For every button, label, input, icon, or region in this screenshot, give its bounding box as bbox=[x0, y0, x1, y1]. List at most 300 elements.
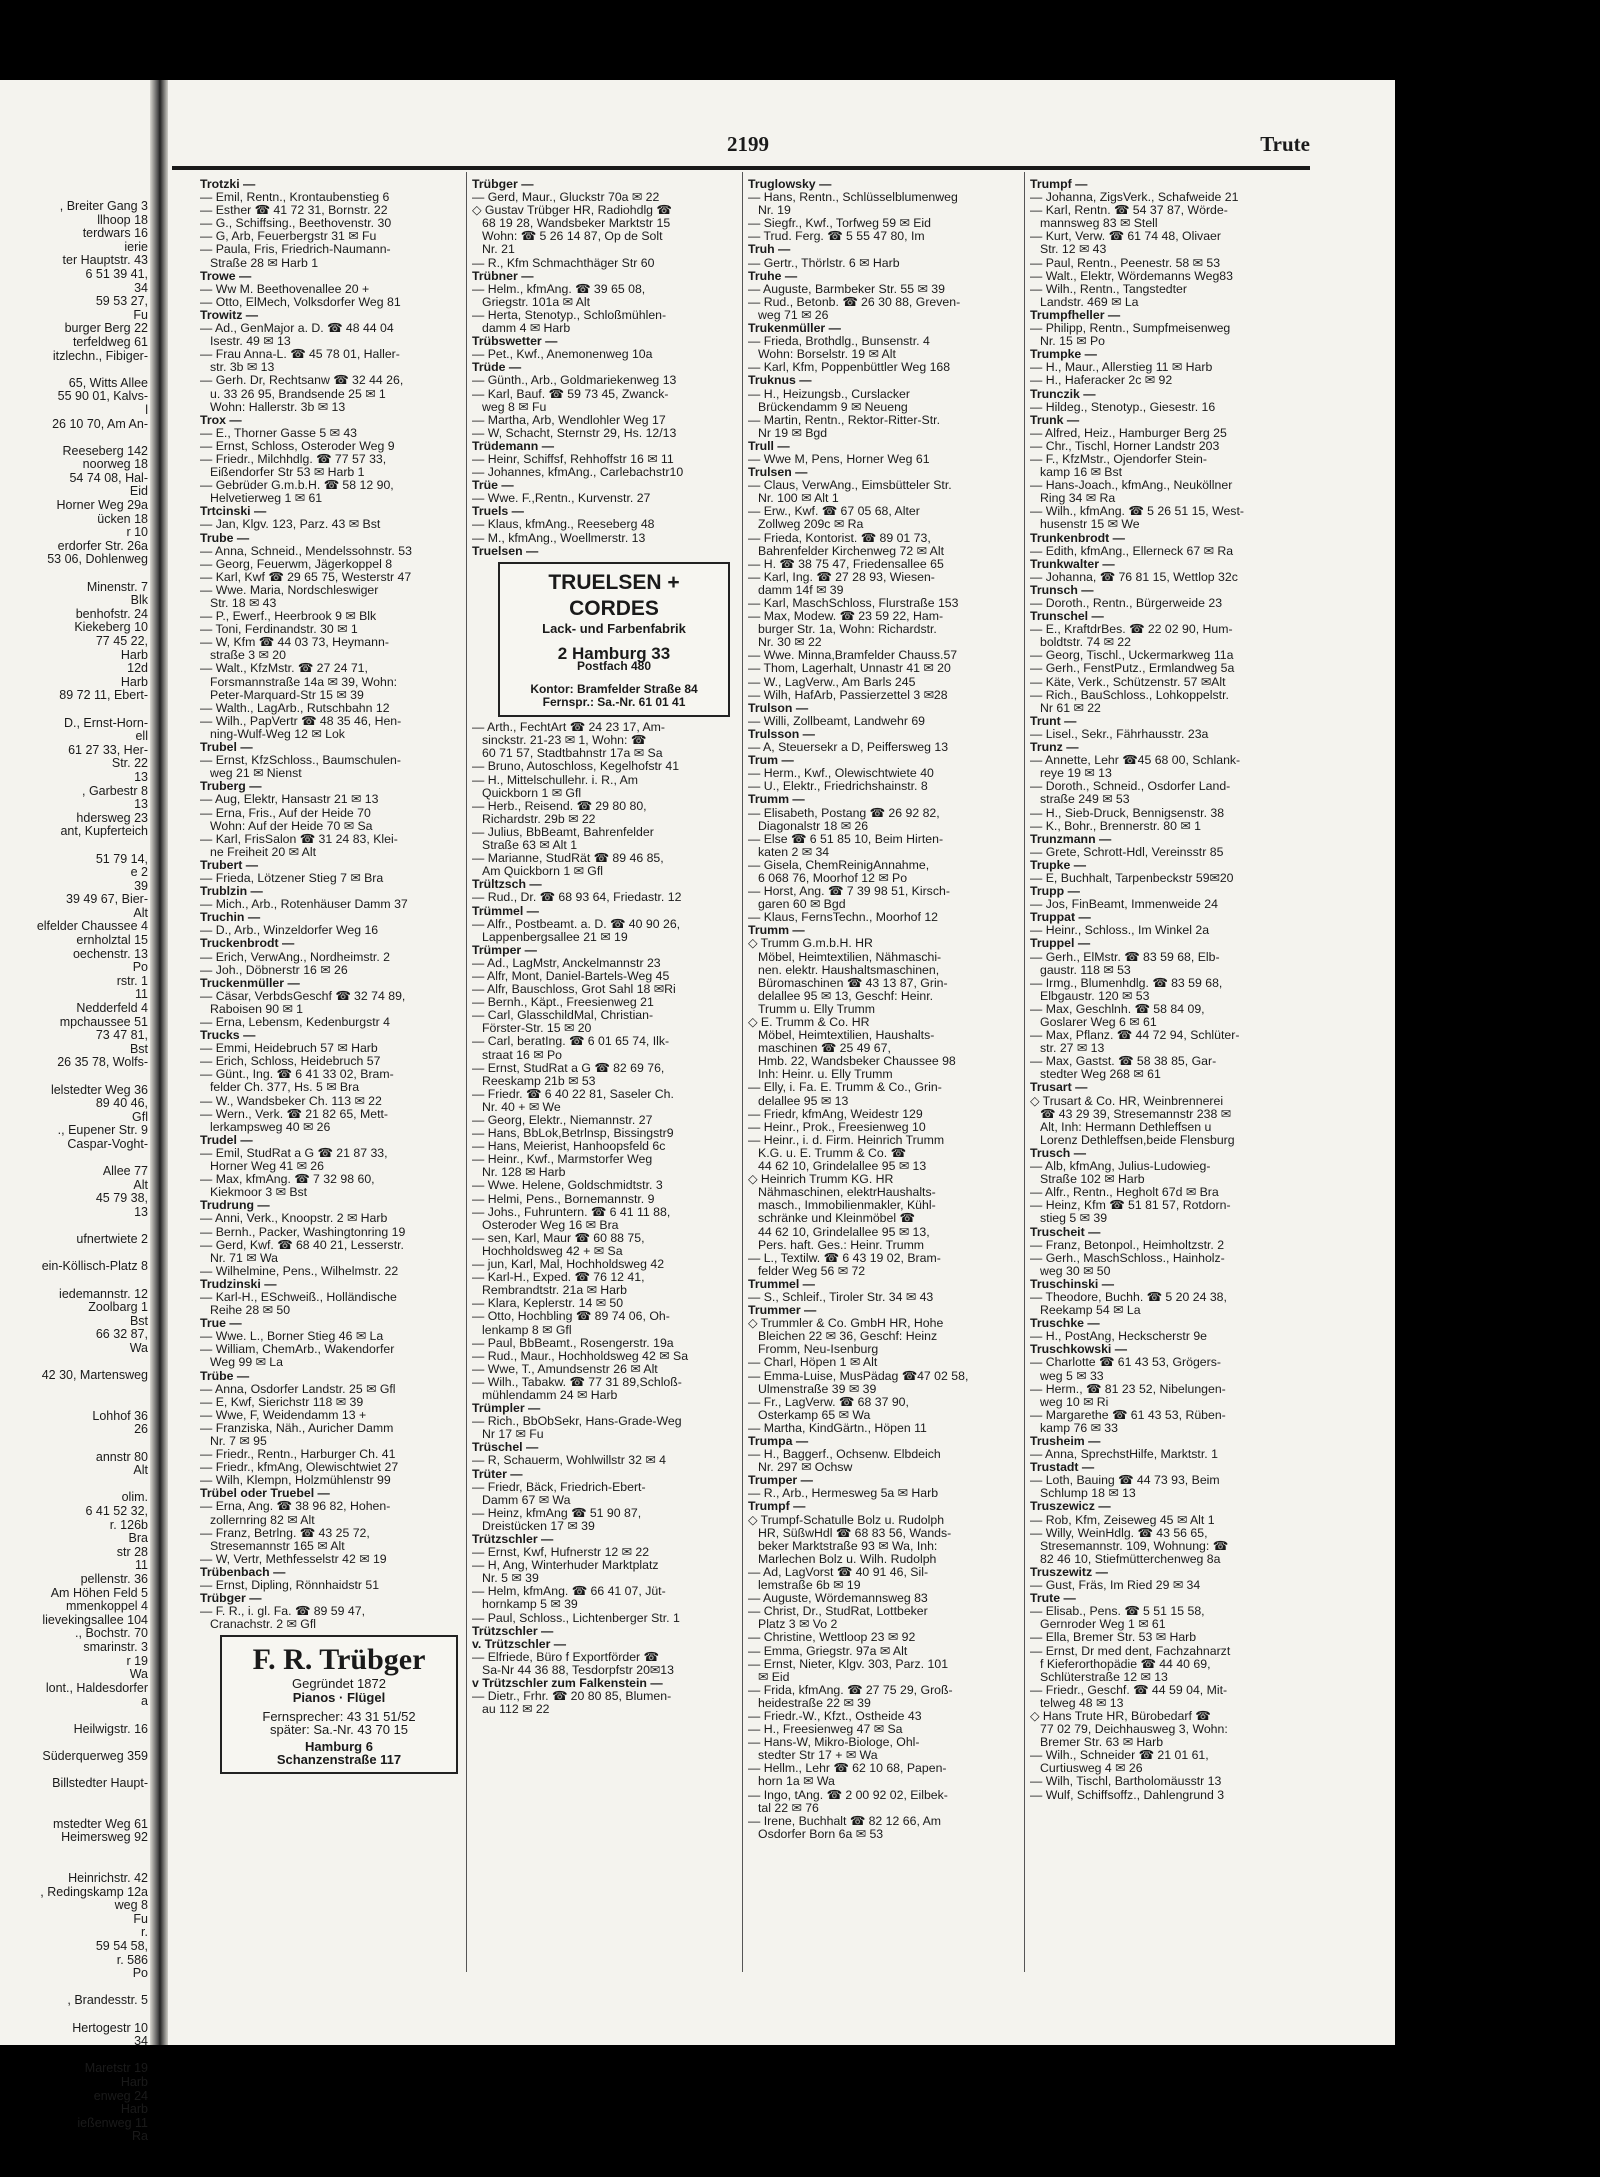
directory-entry: — Karl, Kfm, Poppenbüttler Weg 168 bbox=[748, 360, 951, 375]
directory-entry: — Grete, Schrott-Hdl, Vereinsstr 85 bbox=[1030, 844, 1224, 859]
directory-entry: — E, Kwf, Sierichstr 118 ✉ 39 bbox=[200, 1394, 364, 1409]
directory-entry: ☎ 43 29 39, Stresemannstr 238 ✉ bbox=[1040, 1106, 1232, 1121]
directory-entry: — Christ, Dr., StudRat, Lottbeker bbox=[748, 1604, 928, 1619]
fragment-line: 65, Witts Allee bbox=[68, 375, 148, 390]
directory-entry: — Elfriede, Büro f Exportförder ☎ bbox=[472, 1649, 659, 1664]
directory-entry: — R, Schauerm, Wohlwillstr 32 ✉ 4 bbox=[472, 1453, 666, 1468]
fragment-line: annstr 80 bbox=[95, 1449, 148, 1464]
directory-entry: — Friedr.-W., Kfzt., Ostheide 43 bbox=[748, 1708, 922, 1723]
fragment-line: Bst bbox=[129, 1313, 148, 1328]
surname-heading: v Trützschler zum Falkenstein — bbox=[472, 1676, 663, 1691]
surname-heading: Truhe — bbox=[748, 268, 798, 283]
directory-entry: — Klara, Keplerstr. 14 ✉ 50 bbox=[472, 1296, 624, 1311]
fragment-line: a bbox=[141, 1694, 148, 1709]
directory-entry: Diagonalstr 18 ✉ 26 bbox=[758, 818, 869, 833]
directory-entry: — E, Buchhalt, Tarpenbeckstr 59✉20 bbox=[1030, 870, 1234, 885]
directory-entry: — Hans-W, Mikro-Biologe, Ohl- bbox=[748, 1735, 920, 1750]
fragment-line: elfelder Chaussee 4 bbox=[36, 919, 148, 934]
directory-entry: — Anni, Verk., Knoopstr. 2 ✉ Harb bbox=[200, 1211, 388, 1226]
directory-entry: Lappenbergsallee 21 ✉ 19 bbox=[482, 929, 628, 944]
fragment-line: ter Hauptstr. 43 bbox=[62, 253, 148, 268]
directory-entry: lerkampsweg 40 ✉ 26 bbox=[210, 1119, 331, 1134]
surname-heading: Trümmel — bbox=[472, 903, 539, 918]
directory-entry: 60 71 57, Stadtbahnstr 17a ✉ Sa bbox=[482, 746, 663, 761]
fragment-line: olim. bbox=[121, 1490, 148, 1505]
directory-entry: — Friedr., Rentn., Harburger Ch. 41 bbox=[200, 1447, 396, 1462]
directory-entry: Curtiusweg 4 ✉ 26 bbox=[1040, 1761, 1143, 1776]
directory-entry: — Wulf, Schiffsoffz., Dahlengrund 3 bbox=[1030, 1787, 1225, 1802]
directory-entry: — Fr., LagVerw. ☎ 68 37 90, bbox=[748, 1394, 909, 1409]
directory-entry: Schlump 18 ✉ 13 bbox=[1040, 1486, 1136, 1501]
directory-entry: — Paul, Schloss., Lichtenberger Str. 1 bbox=[472, 1610, 680, 1625]
directory-entry: — Erna, Ang. ☎ 38 96 82, Hohen- bbox=[200, 1499, 391, 1514]
directory-entry: — Doroth., Schneid., Osdorfer Land- bbox=[1030, 779, 1231, 794]
directory-entry: Osteroder Weg 16 ✉ Bra bbox=[482, 1217, 619, 1232]
directory-entry: — Hans, Rentn., Schlüsselblumenweg bbox=[748, 190, 958, 205]
directory-entry: weg 10 ✉ Ri bbox=[1040, 1394, 1109, 1409]
ad-line: Fernspr.: Sa.-Nr. 61 01 41 bbox=[542, 695, 686, 710]
surname-heading: Trute — bbox=[1030, 1591, 1076, 1606]
directory-entry: — Emmi, Heidebruch 57 ✉ Harb bbox=[200, 1041, 378, 1056]
directory-entry: — H. ☎ 38 75 47, Friedensallee 65 bbox=[748, 556, 944, 571]
directory-entry: — Joh., Döbnerstr 16 ✉ 26 bbox=[200, 962, 348, 977]
surname-heading: Truckenmüller — bbox=[200, 975, 300, 990]
directory-entry: Pers. haft. Ges.: Heinr. Trumm bbox=[758, 1237, 925, 1252]
fragment-line: 54 74 08, Hal- bbox=[69, 470, 148, 485]
directory-entry: kamp 16 ✉ Bst bbox=[1040, 465, 1123, 480]
column-3 bbox=[748, 178, 1006, 1841]
directory-entry: Horner Weg 41 ✉ 26 bbox=[210, 1159, 324, 1174]
directory-entry: delallee 95 ✉ 13 bbox=[758, 1093, 849, 1108]
directory-entry: — Ernst, Dr med dent, Fachzahnarzt bbox=[1030, 1643, 1231, 1658]
surname-heading: Truschkowski — bbox=[1030, 1342, 1128, 1357]
fragment-line: r. 126b bbox=[109, 1517, 148, 1532]
directory-entry: ◇ Hans Trute HR, Bürobedarf ☎ bbox=[1030, 1708, 1211, 1723]
directory-entry: — Frau Anna-L. ☎ 45 78 01, Haller- bbox=[200, 347, 400, 362]
fragment-line: Am Höhen Feld 5 bbox=[50, 1585, 148, 1600]
directory-entry: — Wwe. Maria, Nordschleswiger bbox=[200, 582, 379, 597]
fragment-line: burger Berg 22 bbox=[64, 321, 148, 336]
fragment-line bbox=[0, 1736, 148, 1750]
directory-entry: Lorenz Dethleffsen,beide Flensburg bbox=[1040, 1132, 1235, 1147]
surname-heading: Trumpf — bbox=[1030, 177, 1088, 191]
directory-entry: stedter Weg 268 ✉ 61 bbox=[1040, 1067, 1161, 1082]
directory-entry: ◇ Heinrich Trumm KG. HR bbox=[748, 1172, 894, 1187]
directory-entry: — Wwe, F, Weidendamm 13 + bbox=[200, 1407, 367, 1422]
ad-line: Schanzenstraße 117 bbox=[276, 1751, 402, 1767]
ad-line: Pianos · Flügel bbox=[292, 1689, 386, 1705]
fragment-line: Nedderfeld 4 bbox=[76, 1001, 148, 1016]
directory-entry: Trumm u. Elly Trumm bbox=[758, 1001, 876, 1016]
directory-entry: Zollweg 209c ✉ Ra bbox=[758, 517, 864, 532]
directory-entry: Griegstr. 101a ✉ Alt bbox=[482, 294, 591, 309]
fragment-line: r 10 bbox=[126, 525, 148, 540]
surname-heading: Truberg — bbox=[200, 779, 262, 794]
directory-entry: — Jos, FinBeamt, Immenweide 24 bbox=[1030, 897, 1218, 912]
directory-entry: Nr. 5 ✉ 39 bbox=[482, 1571, 539, 1586]
surname-heading: Trunkenbrodt — bbox=[1030, 530, 1125, 545]
header-rule bbox=[172, 166, 1310, 170]
directory-entry: — Klaus, FernsTechn., Moorhof 12 bbox=[748, 910, 939, 925]
directory-entry: — Dietr., Frhr. ☎ 20 80 85, Blumen- bbox=[472, 1689, 672, 1704]
directory-entry: str. 27 ✉ 13 bbox=[1040, 1041, 1105, 1056]
fragment-line: ufnertwiete 2 bbox=[76, 1232, 148, 1247]
directory-entry: heidestraße 22 ✉ 39 bbox=[758, 1695, 871, 1710]
fragment-line: Harb bbox=[120, 2074, 148, 2089]
surname-heading: Trümper — bbox=[472, 942, 537, 957]
fragment-line: Eid bbox=[129, 484, 148, 499]
directory-entry: — Helmi, Pens., Bornemannstr. 9 bbox=[472, 1191, 655, 1206]
directory-entry: — Jan, Klgv. 123, Parz. 43 ✉ Bst bbox=[200, 517, 381, 532]
directory-entry: — Georg, Tischl., Uckermarkweg 11a bbox=[1030, 648, 1234, 663]
fragment-line bbox=[0, 2049, 148, 2063]
directory-entry: — Bruno, Autoschloss, Kegelhofstr 41 bbox=[472, 759, 680, 774]
ad-line: Gegründet 1872 bbox=[292, 1676, 386, 1692]
fragment-line: 53 06, Dohlenweg bbox=[47, 552, 148, 567]
fragment-line: ernholztal 15 bbox=[76, 933, 148, 948]
directory-entry: — Bernh., Käpt., Freesienweg 21 bbox=[472, 995, 654, 1010]
fragment-line: Wa bbox=[129, 1667, 148, 1682]
directory-entry: — Heinz, kfmAng ☎ 51 90 87, bbox=[472, 1505, 642, 1520]
directory-entry: — Friedr., Milchhdlg. ☎ 77 57 33, bbox=[200, 451, 387, 466]
surname-heading: Truszewicz — bbox=[1030, 1499, 1111, 1514]
directory-entry: sinckstr. 21-23 ✉ 1, Wohn: ☎ bbox=[482, 733, 647, 748]
fragment-line: Kiekeberg 10 bbox=[74, 620, 148, 635]
directory-entry: — Anna, Osdorfer Landstr. 25 ✉ Gfl bbox=[200, 1381, 396, 1396]
surname-heading: v. Trützschler — bbox=[472, 1636, 567, 1651]
directory-entry: f Kieferorthopädie ☎ 44 40 69, bbox=[1040, 1656, 1211, 1671]
surname-heading: Trültzsch — bbox=[472, 877, 542, 892]
fragment-line: oechenstr. 13 bbox=[72, 946, 148, 961]
fragment-line bbox=[0, 1070, 148, 1084]
directory-entry: — Theodore, Buchh. ☎ 5 20 24 38, bbox=[1030, 1289, 1227, 1304]
directory-entry: — Philipp, Rentn., Sumpfmeisenweg bbox=[1030, 321, 1231, 336]
directory-entry: — Alfr, Mont, Daniel-Bartels-Weg 45 bbox=[472, 968, 670, 983]
previous-page-fragment bbox=[0, 200, 148, 2144]
directory-entry: — Max, Gastst. ☎ 58 38 85, Gar- bbox=[1030, 1054, 1217, 1069]
fragment-line: smarinstr. 3 bbox=[83, 1639, 148, 1654]
fragment-line: llhoop 18 bbox=[97, 212, 148, 227]
directory-entry: Am Quickborn 1 ✉ Gfl bbox=[482, 864, 604, 879]
directory-entry: Nr. 100 ✉ Alt 1 bbox=[758, 491, 839, 506]
directory-entry: Isestr. 49 ✉ 13 bbox=[210, 334, 291, 349]
directory-page bbox=[0, 80, 1395, 2144]
fragment-line bbox=[0, 1437, 148, 1451]
directory-entry: — Emma, Griegstr. 97a ✉ Alt bbox=[748, 1643, 908, 1658]
directory-entry: — Paul, BbBeamt., Rosengerstr. 19a bbox=[472, 1335, 674, 1350]
fragment-line bbox=[0, 1220, 148, 1234]
fragment-line: Zoolbarg 1 bbox=[88, 1300, 148, 1315]
directory-entry: — Otto, ElMech, Volksdorfer Weg 81 bbox=[200, 294, 401, 309]
directory-entry: tal 22 ✉ 76 bbox=[758, 1800, 819, 1815]
surname-heading: Trupke — bbox=[1030, 857, 1087, 872]
surname-heading: Truglowsky — bbox=[748, 177, 832, 191]
directory-entry: — Karl-H., Exped. ☎ 76 12 41, bbox=[472, 1270, 645, 1285]
directory-entry: Dreistücken 17 ✉ 39 bbox=[482, 1518, 595, 1533]
column-1 bbox=[200, 178, 458, 1778]
directory-entry: — Walt., KfzMstr. ☎ 27 24 71, bbox=[200, 661, 368, 676]
directory-entry: — Karl, FrisSalon ☎ 31 24 83, Klei- bbox=[200, 831, 398, 846]
fragment-line bbox=[0, 431, 148, 445]
directory-entry: Hochholdsweg 42 + ✉ Sa bbox=[482, 1243, 623, 1258]
directory-entry: — William, ChemArb., Wakendorfer bbox=[200, 1342, 395, 1357]
surname-heading: Trumper — bbox=[748, 1473, 813, 1488]
directory-entry: weg 30 ✉ 50 bbox=[1040, 1263, 1111, 1278]
directory-entry: — A, Steuersekr a D, Peiffersweg 13 bbox=[748, 740, 949, 755]
fragment-line: enweg 24 bbox=[93, 2088, 148, 2103]
surname-heading: Trudrung — bbox=[200, 1198, 270, 1213]
directory-entry: Rembrandtstr. 21a ✉ Harb bbox=[482, 1283, 627, 1298]
directory-entry: — Hans, BbLok,Betrlnsp, Bissingstr9 bbox=[472, 1126, 674, 1141]
fragment-line: Horner Weg 29a bbox=[56, 498, 148, 513]
directory-entry: — Johanna, ☎ 76 81 15, Wettlop 32c bbox=[1030, 569, 1238, 584]
directory-entry: — Frida, kfmAng. ☎ 27 75 29, Groß- bbox=[748, 1682, 953, 1697]
directory-entry: — Wilh, Klempn, Holzmühlenstr 99 bbox=[200, 1473, 391, 1488]
directory-entry: burger Str. 1a, Wohn: Richardstr. bbox=[758, 622, 937, 637]
directory-entry: felder Ch. 377, Hs. 5 ✉ Bra bbox=[210, 1080, 360, 1095]
directory-entry: Gernroder Weg 1 ✉ 61 bbox=[1040, 1617, 1166, 1632]
directory-entry: — Gerd, Kwf. ☎ 68 40 21, Lesserstr. bbox=[200, 1237, 404, 1252]
directory-entry: weg 71 ✉ 26 bbox=[758, 307, 829, 322]
directory-entry: — Max, Modew. ☎ 23 59 22, Ham- bbox=[748, 609, 944, 624]
directory-entry: Ulmenstraße 39 ✉ 39 bbox=[758, 1381, 877, 1396]
directory-entry: — Auguste, Barmbeker Str. 55 ✉ 39 bbox=[748, 281, 945, 296]
directory-entry: Nr. 297 ✉ Ochsw bbox=[758, 1460, 853, 1475]
fragment-line: 26 35 78, Wolfs- bbox=[57, 1055, 148, 1070]
ad-line: Hamburg 6 bbox=[305, 1738, 373, 1754]
fragment-line: Minenstr. 7 bbox=[86, 579, 148, 594]
directory-entry: — Heinr., Kwf., Marmstorfer Weg bbox=[472, 1152, 653, 1167]
directory-entry: — Rich., BauSchloss., Lohkoppelstr. bbox=[1030, 687, 1229, 702]
directory-entry: — W, Schacht, Sternstr 29, Hs. 12/13 bbox=[472, 425, 677, 440]
directory-entry: — Julius, BbBeamt, Bahrenfelder bbox=[472, 824, 654, 839]
fragment-line: Str. 22 bbox=[111, 756, 148, 771]
fragment-line: terfeldweg 61 bbox=[72, 334, 148, 349]
directory-entry: Osdorfer Born 6a ✉ 53 bbox=[758, 1826, 884, 1841]
directory-entry: masch., Immobilienmakler, Kühl- bbox=[758, 1198, 936, 1213]
directory-entry: — sen, Karl, Maur ☎ 60 88 75, bbox=[472, 1230, 645, 1245]
directory-entry: — W, Kfm ☎ 44 03 73, Heymann- bbox=[200, 635, 389, 650]
fragment-line: Fu bbox=[133, 307, 148, 322]
directory-entry: Nr. 71 ✉ Wa bbox=[210, 1250, 278, 1265]
directory-entry: — Bernh., Packer, Washingtonring 19 bbox=[200, 1224, 406, 1239]
directory-entry: Goslarer Weg 6 ✉ 61 bbox=[1040, 1015, 1157, 1029]
directory-entry: — Carl, GlasschildMal, Christian- bbox=[472, 1008, 654, 1023]
directory-entry: ◇ E. Trumm & Co. HR bbox=[748, 1015, 870, 1029]
surname-heading: Trübenbach — bbox=[200, 1564, 286, 1579]
directory-entry: — Gust, Fräs, Im Ried 29 ✉ 34 bbox=[1030, 1578, 1201, 1593]
directory-entry: — H., Mittelschullehr. i. R., Am bbox=[472, 772, 639, 787]
fragment-line: ., Eupener Str. 9 bbox=[57, 1123, 148, 1138]
directory-entry: — Wwe M, Pens, Horner Weg 61 bbox=[748, 451, 930, 466]
directory-entry: telweg 48 ✉ 13 bbox=[1040, 1695, 1124, 1710]
surname-heading: Trunt — bbox=[1030, 713, 1077, 728]
directory-entry: — G, Arb, Feuerbergstr 31 ✉ Fu bbox=[200, 229, 377, 244]
fragment-line: Harb bbox=[120, 2102, 148, 2117]
directory-entry: ◇ Trusart & Co. HR, Weinbrennerei bbox=[1030, 1093, 1224, 1108]
directory-entry: — Max, Geschlnh. ☎ 58 84 09, bbox=[1030, 1001, 1205, 1016]
fragment-line: , Breiter Gang 3 bbox=[59, 199, 148, 213]
directory-entry: straße 249 ✉ 53 bbox=[1040, 792, 1130, 807]
directory-entry: Nr 61 ✉ 22 bbox=[1040, 700, 1101, 715]
directory-entry: — Frieda, Kontorist. ☎ 89 01 73, bbox=[748, 530, 931, 545]
directory-entry: Str. 18 ✉ 43 bbox=[210, 596, 277, 610]
directory-entry: Brückendamm 9 ✉ Neueng bbox=[758, 399, 908, 414]
directory-entry: — Else ☎ 6 51 85 10, Beim Hirten- bbox=[748, 831, 944, 846]
fragment-line: noorweg 18 bbox=[82, 457, 148, 472]
directory-entry: — Rud., Dr. ☎ 68 93 64, Friedastr. 12 bbox=[472, 890, 682, 905]
directory-entry: — Paul, Rentn., Peenestr. 58 ✉ 53 bbox=[1030, 255, 1221, 270]
surname-heading: Trumpa — bbox=[748, 1434, 809, 1448]
fragment-line bbox=[0, 1478, 148, 1492]
directory-entry: damm 14f ✉ 39 bbox=[758, 582, 844, 597]
surname-heading: Trowitz — bbox=[200, 307, 259, 322]
directory-entry: Nr. 7 ✉ 95 bbox=[210, 1434, 267, 1448]
directory-entry: — Doroth., Rentn., Bürgerweide 23 bbox=[1030, 596, 1223, 610]
directory-entry: — H., Maur., Allerstieg 11 ✉ Harb bbox=[1030, 360, 1213, 375]
surname-heading: Truschinski — bbox=[1030, 1276, 1115, 1291]
directory-entry: Damm 67 ✉ Wa bbox=[482, 1492, 571, 1507]
fragment-line: Süderquerweg 359 bbox=[42, 1748, 148, 1763]
directory-entry: — Otto, Hochbling ☎ 89 74 06, Oh- bbox=[472, 1309, 670, 1324]
surname-heading: Trübel oder Truebel — bbox=[200, 1486, 330, 1501]
directory-entry: Eißendorfer Str 53 ✉ Harb 1 bbox=[210, 465, 365, 480]
surname-heading: Truels — bbox=[472, 504, 524, 519]
directory-entry: — Annette, Lehr ☎45 68 00, Schlank- bbox=[1030, 753, 1241, 768]
fragment-line: mmenkoppel 4 bbox=[66, 1599, 148, 1614]
directory-entry: — Heinr, Schiffsf, Rehhoffstr 16 ✉ 11 bbox=[472, 451, 674, 466]
directory-entry: Richardstr. 29b ✉ 22 bbox=[482, 811, 596, 826]
directory-entry: — Johannes, kfmAng., Carlebachstr10 bbox=[472, 465, 684, 480]
fragment-line: str 28 bbox=[116, 1544, 148, 1559]
surname-heading: True — bbox=[200, 1316, 242, 1331]
ad-line: Kontor: Bramfelder Straße 84 bbox=[530, 682, 698, 696]
directory-entry: — Alfr., Postbeamt. a. D. ☎ 40 90 26, bbox=[472, 916, 681, 931]
directory-entry: — Johs., Fuhruntern. ☎ 6 41 11 88, bbox=[472, 1204, 671, 1219]
directory-entry: — Heinz, Kfm ☎ 51 81 57, Rotdorn- bbox=[1030, 1198, 1231, 1213]
surname-heading: Trulson — bbox=[748, 700, 809, 715]
directory-entry: Str. 12 ✉ 43 bbox=[1040, 242, 1107, 257]
fragment-line: 45 79 38, bbox=[95, 1191, 148, 1206]
column-divider bbox=[742, 172, 743, 1972]
surname-heading: Trusheim — bbox=[1030, 1434, 1101, 1448]
fragment-line: Maretstr 19 bbox=[84, 2061, 148, 2076]
directory-entry: — Frieda, Brothdlg., Bunsenstr. 4 bbox=[748, 334, 930, 349]
fragment-line: 89 40 46, bbox=[95, 1096, 148, 1111]
directory-entry: — Ernst, Schloss, Osteroder Weg 9 bbox=[200, 438, 395, 453]
directory-entry: — Heinr., Schloss., Im Winkel 2a bbox=[1030, 923, 1210, 938]
surname-heading: Trubert — bbox=[200, 857, 259, 872]
directory-entry: — Willy, WeinHdlg. ☎ 43 56 65, bbox=[1030, 1525, 1208, 1540]
directory-entry: — Herb., Reisend. ☎ 29 80 80, bbox=[472, 798, 647, 813]
directory-entry: — Max, kfmAng. ☎ 7 32 98 60, bbox=[200, 1172, 375, 1187]
fragment-line bbox=[0, 363, 148, 377]
directory-entry: ✉ Eid bbox=[758, 1669, 790, 1684]
surname-heading: Trüe — bbox=[472, 478, 514, 493]
fragment-line: Lohhof 36 bbox=[92, 1408, 148, 1423]
directory-entry: Quickborn 1 ✉ Gfl bbox=[482, 785, 582, 800]
directory-entry: — Ad, LagVorst ☎ 40 91 46, Sil- bbox=[748, 1564, 929, 1579]
fragment-line bbox=[0, 567, 148, 581]
directory-entry: — Hildeg., Stenotyp., Giesestr. 16 bbox=[1030, 399, 1216, 414]
surname-heading: Truszewitz — bbox=[1030, 1564, 1108, 1579]
directory-entry: — Gerh. Dr, Rechtsanw ☎ 32 44 26, bbox=[200, 373, 404, 388]
fragment-line: mpchaussee 51 bbox=[59, 1014, 148, 1029]
fragment-line: weg 8 bbox=[114, 1898, 148, 1913]
directory-entry: Schlüterstraße 12 ✉ 13 bbox=[1040, 1669, 1168, 1684]
directory-entry: — Wilh, Tischl, Bartholomäusstr 13 bbox=[1030, 1774, 1222, 1789]
fragment-line bbox=[0, 839, 148, 853]
directory-entry: — Karl, Bauf. ☎ 59 73 45, Zwanck- bbox=[472, 386, 669, 401]
fragment-line: 77 45 22, bbox=[95, 634, 148, 648]
directory-entry: — Anna, Schneid., Mendelssohnstr. 53 bbox=[200, 543, 412, 558]
directory-entry: Nähmaschinen, elektrHaushalts- bbox=[758, 1185, 936, 1200]
directory-entry: — Walt., Elektr, Wördemanns Weg83 bbox=[1030, 268, 1233, 283]
fragment-line: 39 bbox=[134, 878, 148, 893]
directory-entry: 82 46 10, Stiefmütterchenweg 8a bbox=[1040, 1551, 1221, 1566]
fragment-line: Alt bbox=[133, 905, 148, 920]
fragment-line: Wa bbox=[129, 1340, 148, 1355]
directory-entry: — P., Ewerf., Heerbrook 9 ✉ Blk bbox=[200, 609, 377, 624]
fragment-line: r. bbox=[141, 1925, 148, 1940]
directory-entry: weg 5 ✉ 33 bbox=[1040, 1368, 1104, 1383]
directory-entry: Reihe 28 ✉ 50 bbox=[210, 1303, 291, 1318]
fragment-line: 42 30, Martensweg bbox=[41, 1368, 148, 1383]
directory-entry: — Gerd, Maur., Gluckstr 70a ✉ 22 bbox=[472, 190, 660, 205]
fragment-line: ell bbox=[135, 729, 148, 744]
fragment-line: , Brandesstr. 5 bbox=[67, 1993, 148, 2008]
directory-entry: Möbel, Heimtextilien, Nähmaschi- bbox=[758, 949, 942, 964]
fragment-line: Blk bbox=[130, 593, 148, 608]
directory-entry: — Elly, i. Fa. E. Trumm & Co., Grin- bbox=[748, 1080, 942, 1095]
surname-heading: Trube — bbox=[200, 530, 250, 545]
ad-line: Fernsprecher: 43 31 51/52 bbox=[262, 1708, 416, 1724]
surname-heading: Truschke — bbox=[1030, 1316, 1100, 1331]
directory-entry: — Hans, Meierist, Hanhoopsfeld 6c bbox=[472, 1139, 666, 1154]
fragment-line: ein-Köllisch-Platz 8 bbox=[41, 1259, 148, 1274]
fragment-line: Ra bbox=[132, 2129, 148, 2144]
fragment-line bbox=[0, 703, 148, 717]
directory-entry: ◇ Trummler & Co. GmbH HR, Hohe bbox=[748, 1316, 944, 1331]
fragment-line: lelstedter Weg 36 bbox=[50, 1082, 148, 1097]
directory-entry: gaustr. 118 ✉ 53 bbox=[1040, 962, 1131, 977]
surname-heading: Truchin — bbox=[200, 910, 261, 925]
directory-entry: — Auguste, Wördemannsweg 83 bbox=[748, 1591, 928, 1606]
directory-entry: — Friedr. ☎ 6 40 22 81, Saseler Ch. bbox=[472, 1086, 674, 1101]
directory-entry: — Alfred, Heiz., Hamburger Berg 25 bbox=[1030, 425, 1227, 440]
directory-entry: — Pet., Kwf., Anemonenweg 10a bbox=[472, 347, 653, 362]
fragment-line bbox=[0, 1709, 148, 1723]
column-divider bbox=[1024, 172, 1025, 1972]
directory-entry: str. 3b ✉ 13 bbox=[210, 360, 275, 375]
fragment-line bbox=[0, 2008, 148, 2022]
fragment-line: 6 51 39 41, bbox=[85, 266, 148, 281]
surname-heading: Trübner — bbox=[472, 268, 534, 283]
directory-entry: kamp 76 ✉ 33 bbox=[1040, 1420, 1118, 1435]
directory-entry: — Max, Pflanz. ☎ 44 72 94, Schlüter- bbox=[1030, 1028, 1240, 1043]
directory-entry: — Gerh., MaschSchloss., Hainholz- bbox=[1030, 1250, 1225, 1265]
directory-entry: mannsweg 83 ✉ Stell bbox=[1040, 216, 1158, 231]
column-2 bbox=[472, 178, 730, 1716]
surname-heading: Trüdemann — bbox=[472, 438, 554, 453]
book-gutter bbox=[150, 80, 168, 2045]
directory-entry: K.G. u. E. Trumm & Co. ☎ bbox=[758, 1145, 906, 1160]
directory-entry: — Johanna, ZigsVerk., Schafweide 21 bbox=[1030, 190, 1239, 205]
directory-entry: ◇ Trumpf-Schatulle Bolz u. Rudolph bbox=[748, 1512, 945, 1527]
directory-entry: — Irene, Buchhalt ☎ 82 12 66, Am bbox=[748, 1813, 942, 1828]
directory-entry: — Marianne, StudRät ☎ 89 46 85, bbox=[472, 851, 664, 866]
directory-entry: damm 4 ✉ Harb bbox=[482, 321, 571, 336]
